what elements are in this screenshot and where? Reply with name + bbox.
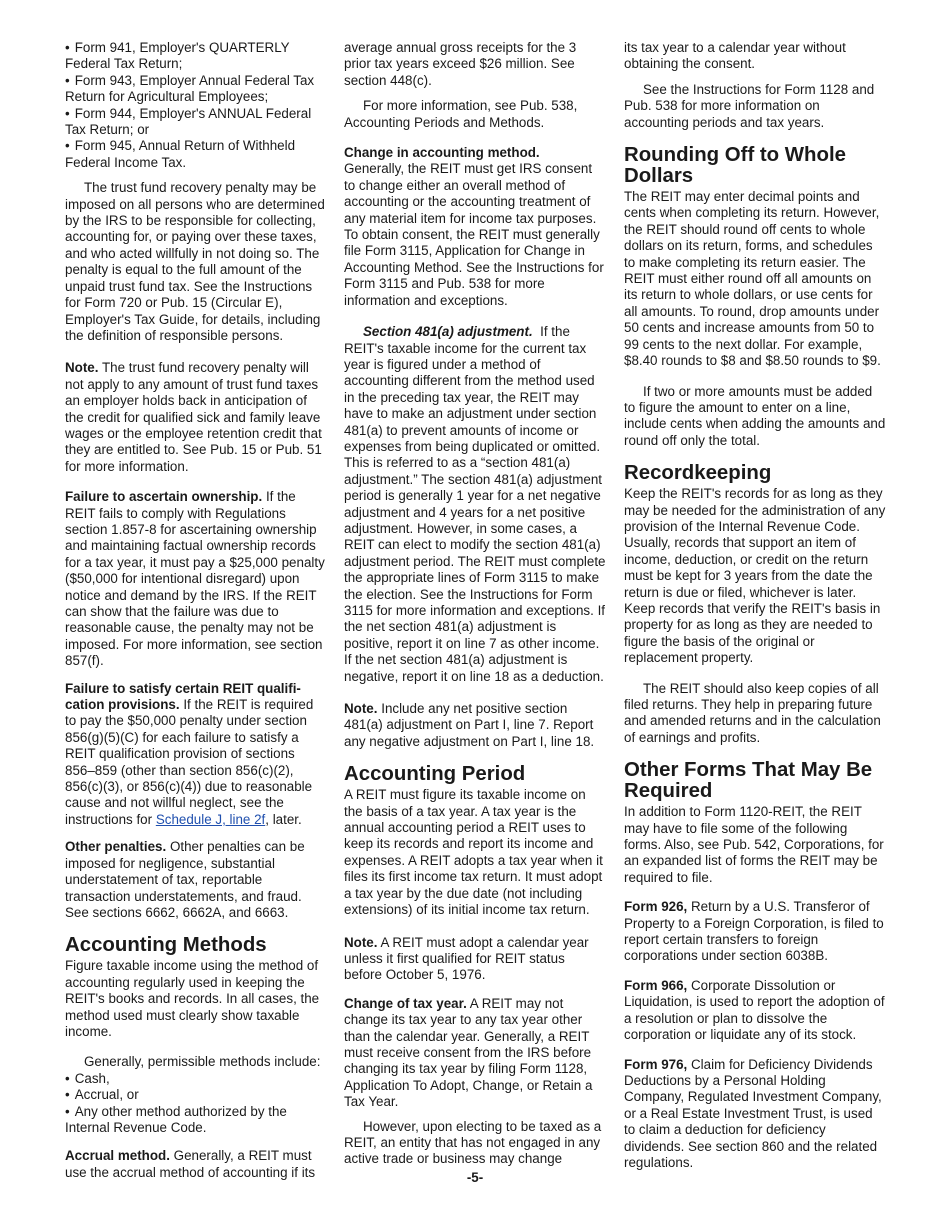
trust-fund-paragraph: The trust fund recovery penalty may be imposed on all persons who are determined by the IRS to be responsible for collecting, accounting for, or paying over these taxes, and who acted willfully in not doing so. The penalty is equal to the full amount of the unpaid trust fund tax. See the Instructions for Form 720 or Pub. 15 (Circular E), Employer's Tax Guide, for details, including the definition of responsible persons. <box>65 180 325 343</box>
change-tax-year-heading: Change of tax year. <box>344 995 467 1011</box>
other-penalties-heading: Other penalties. <box>65 839 167 855</box>
see-form-1128: See the Instructions for Form 1128 and Pub. 538 for more information on accounting periods and tax years. <box>624 81 875 130</box>
change-tax-year-paragraph <box>344 996 606 1111</box>
qualification-text: If the REIT is required to pay the $50,000 penalty under section 856(g)(5)(C) for each failure to satisfy a REIT qualification provision of sections 856–859 (other than section 856(c)(2), 856(c)(3), or 856(c)(4)) due to reasonable cause and not willful neglect, see the instructions for <box>65 697 314 827</box>
copies-text: The REIT should also keep copies of all filed returns. They help in preparing future and amended returns and in the calculation of earnings and profits. <box>624 680 881 745</box>
form-966-paragraph <box>624 978 886 1044</box>
list-item: • Accrual, or <box>65 1087 327 1103</box>
change-method-heading: Change in accounting method. <box>344 145 540 161</box>
form-966-heading: Form 966, <box>624 977 688 993</box>
note-481a <box>344 701 606 750</box>
note-trust-fund <box>65 360 327 475</box>
rounding-heading: Rounding Off to Whole Dollars <box>624 144 846 188</box>
other-forms-heading: Other Forms That May Be Required <box>624 759 873 803</box>
accounting-methods-heading: Accounting Methods <box>65 934 267 957</box>
list-item: • Form 945, Annual Return of Withheld Federal Income Tax. <box>65 138 327 171</box>
list-item: • Cash, <box>65 1071 327 1087</box>
accrual-continued: average annual gross receipts for the 3 prior tax years exceed $26 million. See section 448(c). <box>344 40 577 88</box>
electing-paragraph: However, upon electing to be taxed as a REIT, an entity that has not engaged in any active trade or business may change <box>344 1118 602 1167</box>
other-forms-text: In addition to Form 1120-REIT, the REIT may have to file some of the following forms. Also, see Pub. 542, Corporations, for an expanded list of forms the REIT may be required to file. <box>624 804 884 885</box>
two-or-more-amounts: If two or more amounts must be added to figure the amount to enter on a line, include cents when adding the amounts and round off only the total. <box>624 383 886 448</box>
schedule-j-link[interactable]: Schedule J, line 2f <box>155 811 266 827</box>
form-926-heading: Form 926, <box>624 899 688 915</box>
recordkeeping-text: Keep the REIT's records for as long as they may be needed for the administration of any provision of the Internal Revenue Code. Usually, records that support an item of income, deduction, or credit on the return must be kept for 3 years from the date the return is due or filed, whichever is later. Keep records that verify the REIT's basis in property for as long as they are needed to figure the basis of the original or replacement property. <box>624 486 886 666</box>
accrual-text: Generally, a REIT must use the accrual method of accounting if its <box>65 1148 316 1180</box>
column-2 <box>344 40 606 1177</box>
change-method-text: Generally, the REIT must get IRS consent to change either an overall method of accounting or the accounting treatment of any material item for income tax purposes. To obtain consent, the REIT must generally file Form 3115, Application for Change in Accounting Method. See the Instructions for Form 3115 and Pub. 538 for more information and exceptions. <box>344 161 604 308</box>
form-976-heading: Form 976, <box>624 1056 688 1072</box>
more-info-pub-538: For more information, see Pub. 538, Accounting Periods and Methods. <box>344 98 578 130</box>
page-number: -5- <box>466 1170 484 1185</box>
note-text: A REIT must adopt a calendar year unless it first qualified for REIT status before October 5, 1976. <box>344 934 589 983</box>
list-item: • Form 941, Employer's QUARTERLY Federal Tax Return; <box>65 40 327 73</box>
change-method-paragraph <box>344 145 606 309</box>
column-3 <box>624 40 886 1180</box>
note-text: The trust fund recovery penalty will not apply to any amount of trust fund taxes an employer holds back in anticipation of the credit for qualified sick and family leave wages or the employee retention credit that they are entitled to. See Pub. 15 or Pub. 51 for more information. <box>65 360 322 474</box>
accrual-heading: Accrual method. <box>65 1148 170 1164</box>
qualification-paragraph <box>65 681 327 829</box>
ownership-paragraph <box>65 489 327 669</box>
ownership-text: If the REIT fails to comply with Regulations section 1.857-8 for ascertaining ownership and maintaining factual ownership records for a tax year, it must pay a $25,000 penalty ($50,000 for intentional disregard) upon notice and demand by the IRS. If the REIT can show that the failure was due to reasonable cause, the penalty may not be imposed. For more information, see section 857(f). <box>65 489 325 669</box>
form-926-paragraph <box>624 899 886 965</box>
column-1 <box>65 40 327 1190</box>
rounding-text: The REIT may enter decimal points and cents when completing its return. However, the REIT should round off cents to whole dollars on its return, forms, and schedules to make completing its return easier. The REIT must either round off all amounts on its return to whole dollars, or use cents for all amounts. To round, drop amounts under 50 cents and increase amounts from 50 to 99 cents to the next dollar. For example, $8.40 rounds to $8 and $8.50 rounds to $9. <box>624 189 881 369</box>
other-penalties-paragraph <box>65 839 327 921</box>
qualification-end: , later. <box>265 811 302 827</box>
form-976-paragraph <box>624 1057 886 1172</box>
methods-list <box>65 1071 327 1137</box>
note-label: Note. <box>65 360 99 376</box>
permissible-intro: Generally, permissible methods include: <box>84 1054 321 1070</box>
note-text: Include any net positive section 481(a) adjustment on Part I, line 7. Report any negative adjustment on Part I, line 18. <box>344 701 595 749</box>
ownership-heading: Failure to ascertain ownership. <box>65 489 263 505</box>
change-tax-year-text: A REIT may not change its tax year to any tax year other than the calendar year. Generally, a REIT must receive consent from the IRS before changing its tax year by filing Form 1128, Application To Adopt, Change, or Retain a Tax Year. <box>344 995 593 1110</box>
note-calendar-year <box>344 935 606 984</box>
recordkeeping-heading: Recordkeeping <box>624 462 772 485</box>
accounting-period-text: A REIT must figure its taxable income on the basis of a tax year. A tax year is the annual accounting period a REIT uses to keep its records and report its income and expenses. A REIT adopts a tax year when it files its first income tax return. It must adopt a tax year by the due date (not including extensions) of its initial income tax return. <box>344 787 603 918</box>
accounting-period-heading: Accounting Period <box>344 763 526 786</box>
section-481a-text: If the REIT's taxable income for the current tax year is figured under a method of accounting different from the method used in the preceding tax year, the REIT may have to make an adjustment under section 481(a) to prevent amounts of income or expenses from being duplicated or omitted. This is referred to as a “section 481(a) adjustment.” The section 481(a) adjustment period is generally 1 year for a net negative adjustment and 4 years for a net positive adjustment. However, in some cases, a REIT can elect to modify the section 481(a) adjustment period. The REIT must complete the appropriate lines of Form 3115 to make the election. See the Instructions for Form 3115 for more information and exceptions. If the net section 481(a) adjustment is positive, report it on line 7 as other income. If the net section 481(a) adjustment is negative, report it on line 18 as a deduction. <box>344 324 606 684</box>
note-label: Note. <box>344 934 378 950</box>
form-926-text: Return by a U.S. Transferor of Property to a Foreign Corporation, is filed to report certain transfers to foreign corporations under section 6038B. <box>624 899 884 964</box>
note-label: Note. <box>344 701 378 717</box>
list-item: • Any other method authorized by the Internal Revenue Code. <box>65 1104 327 1137</box>
form-976-text: Claim for Deficiency Dividends Deductions by a Personal Holding Company, Regulated Investment Company, or a Real Estate Investment Trust, is used to claim a deduction for deficiency dividends. See section 860 and the related regulations. <box>624 1056 882 1170</box>
qualification-heading: Failure to satisfy certain REIT qualifi-cation provisions. <box>65 680 301 713</box>
electing-continued: its tax year to a calendar year without obtaining the consent. <box>624 40 846 72</box>
accounting-methods-text: Figure taxable income using the method of accounting regularly used in keeping the REIT's books and records. In all cases, the method used must clearly show taxable income. <box>65 958 320 1039</box>
list-item: • Form 944, Employer's ANNUAL Federal Tax Return; or <box>65 106 327 139</box>
employment-forms-list <box>65 40 327 171</box>
section-481a-heading: Section 481(a) adjustment. <box>363 324 533 340</box>
other-penalties-text: Other penalties can be imposed for negligence, substantial understatement of tax, reportable transaction understatements, and fraud. See sections 6662, 6662A, and 6663. <box>65 839 305 920</box>
list-item: • Form 943, Employer Annual Federal Tax Return for Agricultural Employees; <box>65 73 327 106</box>
form-966-text: Corporate Dissolution or Liquidation, is used to report the adoption of a resolution or plan to dissolve the corporation or liquidate any of its stock. <box>624 977 885 1043</box>
section-481a-paragraph <box>344 324 606 685</box>
